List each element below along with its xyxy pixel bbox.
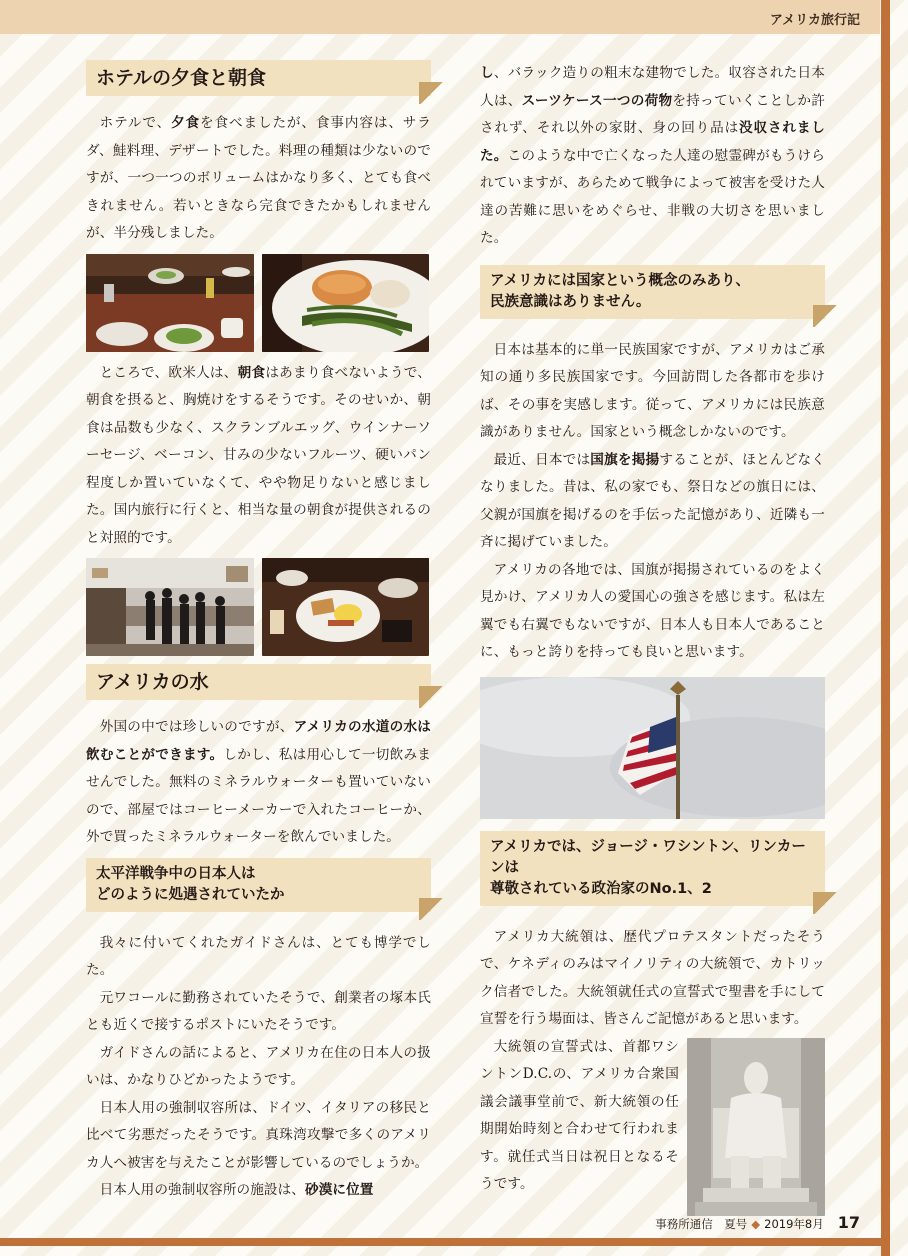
section-title-line: 太平洋戦争中の日本人は — [96, 865, 256, 882]
section-title-line: 尊敬されている政治家のNo.1、2 — [490, 880, 712, 897]
section-title-line: 民族意識はありません。 — [490, 293, 651, 310]
paragraph-protestant: アメリカ大統領は、歴代プロテスタントだったそうで、ケネディのみはマイノリティの大統領で、カトリック信者でした。大統領就任式の宣誓式で聖書を手にして宣誓を行う場面は、皆さんご記憶があると思います。 — [480, 928, 825, 1027]
section-title-hotel-meals — [86, 60, 431, 96]
bold-run: 砂漠に位置 — [305, 1182, 374, 1198]
text-run: 日本人用の強制収容所の施設は、 — [99, 1182, 305, 1198]
section-title-line: どのように処遇されていたか — [96, 886, 285, 903]
text-run: を食べましたが、食事内容は、サラダ、鮭料理、デザートでした。料理の種類は少ないのですが、一つ一つのボリュームはかなり多く、とても食べきれません。若いときなら完食できたかもしれませんが、半分残しました。 — [86, 115, 431, 241]
breakfast-photos — [86, 558, 431, 656]
bold-run: 朝食 — [237, 364, 266, 381]
paragraph-treatment: ガイドさんの話によると、アメリカ在住の日本人の扱いは、かなりひどかったようです。 — [86, 1044, 431, 1088]
text-run: ところで、欧米人は、 — [99, 364, 238, 381]
text-run: することが、ほとんどなくなりました。昔は、私の家でも、祭日などの旗日には、父親が国旗を掲げるのを手伝った記憶があり、近隣も一斉に掲げていました。 — [480, 451, 826, 550]
text-run: ホテルで、 — [99, 115, 172, 131]
footer-date: 2019年8月 — [764, 1217, 824, 1231]
section-title-line: アメリカには国家という概念のみあり、 — [490, 272, 750, 289]
salmon-plate-photo — [262, 254, 429, 352]
paragraph-wacoal: 元ワコールに勤務されていたそうで、創業者の塚本氏とも近くで接するポストにいたそうです。 — [86, 989, 431, 1033]
right-frame-strip — [881, 0, 890, 1256]
section-title-water — [86, 664, 431, 700]
right-column — [480, 60, 825, 1216]
paragraph-camp-continued — [480, 60, 825, 253]
page-footer — [655, 1213, 860, 1232]
section-title-text: アメリカの水 — [96, 671, 209, 693]
header-label: アメリカ旅行記 — [769, 13, 860, 28]
bottom-frame-strip — [0, 1238, 890, 1246]
text-run: はあまり食べないようで、朝食を摂ると、胸焼けをするそうです。そのせいか、朝食は品数も少なく、スクランブルエッグ、ウインナーソーセージ、ベーコン、甘みの少ないフルーツ、硬いパン程度しか置いていなくて、やや物足りないと感じました。国内旅行に行くと、相当な量の朝食が提供されるのと対照的です。 — [86, 364, 432, 546]
dinner-table-photo — [86, 254, 254, 352]
bold-run: スーツケース一つの荷物 — [521, 92, 673, 109]
breakfast-plate-photo — [262, 558, 429, 656]
text-run: 、バラック造りの粗末な建物でした。収容された日本人は、 — [480, 65, 825, 109]
footer-publication: 事務所通信 夏号 — [655, 1217, 748, 1231]
bold-run: し — [480, 65, 494, 81]
text-run: 外国の中では珍しいのですが、 — [99, 719, 294, 735]
section-title-line: アメリカでは、ジョージ・ワシントン、リンカーンは — [490, 838, 806, 876]
text-run: しかし、私は用心して一切飲みませんでした。無料のミネラルウォーターも置いていないので、部屋ではコーヒーメーカーで入れたコーヒーか、外で買ったミネラルウォーターを飲んでいました。 — [86, 746, 431, 845]
paragraph-inauguration: 大統領の宣誓式は、首都ワシントンD.C.の、アメリカ合衆国議会議事堂前で、新大統領の任期開始時刻と合わせて行われます。就任式当日は祝日となるそうです。 — [480, 1038, 679, 1192]
section-title-presidents — [480, 831, 825, 906]
header-bar — [0, 0, 880, 34]
page-number: 17 — [837, 1213, 860, 1232]
left-column — [86, 60, 431, 1205]
text-run: このような中で亡くなった人達の慰霊碑がもうけられていますが、あらためて戦争によって被害を受けた人達の苦難に思いをめぐらせ、非戦の大切さを思いました。 — [480, 147, 825, 246]
paragraph-camps: 日本人用の強制収容所は、ドイツ、イタリアの移民と比べて劣悪だったそうです。真珠湾攻撃で多くのアメリカ人へ被害を与えたことが影響しているのでしょうか。 — [86, 1099, 431, 1171]
paragraph-guide: 我々に付いてくれたガイドさんは、とても博学でした。 — [86, 934, 431, 978]
paragraph-breakfast — [86, 360, 431, 553]
paragraph-camp-facility — [86, 1177, 431, 1205]
section-title-nation — [480, 265, 825, 319]
paragraph-multiethnic: 日本は基本的に単一民族国家ですが、アメリカはご承知の通り多民族国家です。今回訪問した各都市を歩けば、その事を実感します。従って、アメリカには民族意識がありません。国家という概念しかないのです。 — [480, 341, 825, 440]
paragraph-water — [86, 714, 431, 852]
paragraph-patriotism: アメリカの各地では、国旗が掲揚されているのをよく見かけ、アメリカ人の愛国心の強さを感じます。私は左翼でも右翼でもないですが、日本人も日本人であることに、もっと誇りを持っても良いと思います。 — [480, 561, 825, 660]
dinner-photos — [86, 254, 431, 352]
text-run: を持っていくことしか許されず、それ以外の家財、身の回り品は — [480, 92, 825, 136]
lincoln-memorial-photo — [687, 1038, 825, 1216]
diamond-icon: ◆ — [751, 1217, 761, 1231]
text-run: 最近、日本では — [493, 451, 591, 468]
inauguration-block — [480, 1034, 825, 1216]
bold-run: 夕食 — [171, 115, 201, 131]
paragraph-flag — [480, 447, 825, 557]
bold-run: アメリカの水道の水は飲むことができます。 — [86, 719, 431, 763]
buffet-line-photo — [86, 558, 254, 656]
bold-run: 没収されました。 — [480, 120, 825, 164]
section-title-wartime — [86, 858, 431, 912]
paragraph-dinner — [86, 110, 431, 248]
section-title-text: ホテルの夕食と朝食 — [96, 67, 267, 89]
bold-run: 国旗を掲揚 — [590, 451, 660, 468]
american-flag-photo — [480, 677, 825, 819]
